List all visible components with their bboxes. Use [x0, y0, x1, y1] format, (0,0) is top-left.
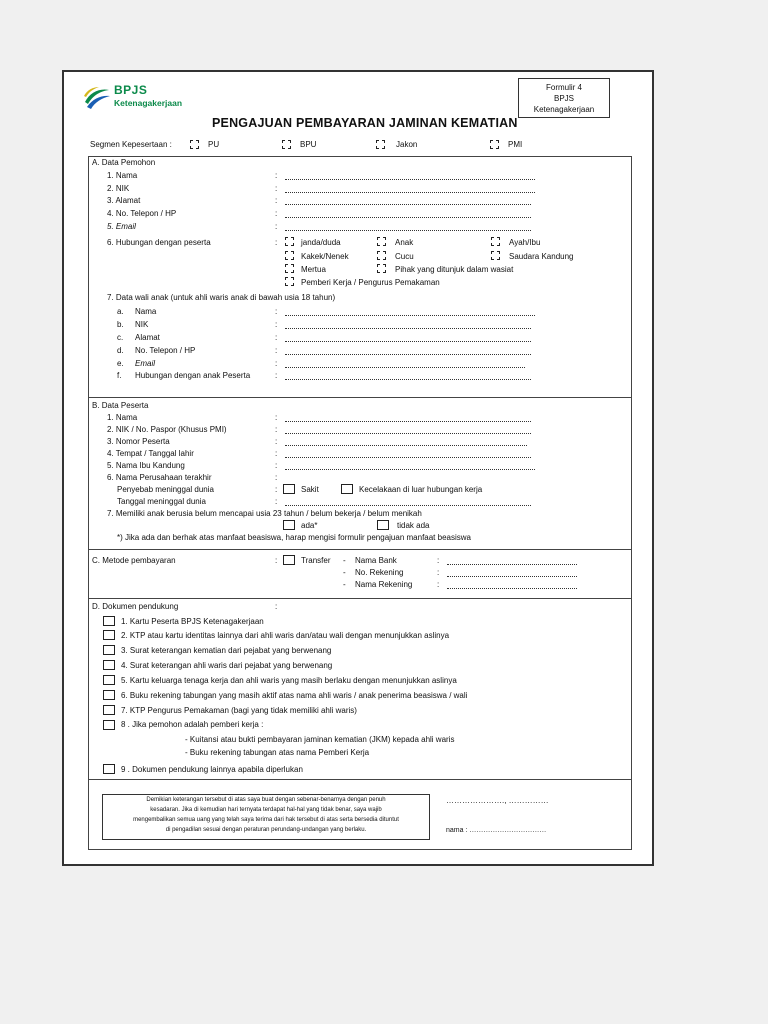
doc-item: 6. Buku rekening tabungan yang masih aktif atas nama ahli waris / anak penerima beasiswa / wali: [121, 691, 468, 700]
doc-item: 2. KTP atau kartu identitas lainnya dari ahli waris dan/atau wali dengan menunjukkan aslinya: [121, 631, 450, 640]
account-name-input[interactable]: [447, 588, 577, 589]
doc-checkbox[interactable]: [103, 616, 115, 626]
field-label: 3. Alamat: [107, 196, 141, 205]
guardian-field-label: Hubungan dengan anak Peserta: [135, 371, 251, 380]
section-a-panel: [88, 156, 632, 398]
dash: -: [343, 568, 346, 577]
colon: :: [275, 346, 278, 355]
email-input[interactable]: [285, 230, 531, 231]
relation-checkbox[interactable]: [285, 237, 294, 246]
colon: :: [275, 222, 278, 231]
nama-input[interactable]: [285, 179, 535, 180]
colon: :: [275, 196, 278, 205]
colon: :: [275, 497, 278, 506]
peserta-input[interactable]: [285, 457, 531, 458]
segmen-checkbox-jakon[interactable]: [376, 140, 385, 149]
guardian-field-label: NIK: [135, 320, 149, 329]
telepon-input[interactable]: [285, 217, 531, 218]
signature-name[interactable]: nama : ……………………………: [446, 827, 547, 834]
section-d-panel: [88, 598, 632, 780]
bank-field-label: No. Rekening: [355, 568, 404, 577]
relation-checkbox[interactable]: [285, 251, 294, 260]
field-label: 5. Nama Ibu Kandung: [107, 461, 185, 470]
scholarship-note: *) Jika ada dan berhak atas manfaat beasiswa, harap mengisi formulir pengajuan manfaat beasiswa: [117, 533, 471, 542]
relation-checkbox[interactable]: [377, 264, 386, 273]
colon: :: [275, 320, 278, 329]
peserta-input[interactable]: [285, 421, 531, 422]
section-a-title: A. Data Pemohon: [92, 158, 156, 167]
guardian-field-label: Alamat: [135, 333, 160, 342]
alamat-input[interactable]: [285, 204, 531, 205]
cause-checkbox-kecelakaan[interactable]: [341, 484, 353, 494]
field-label: 1. Nama: [107, 413, 138, 422]
doc-checkbox[interactable]: [103, 720, 115, 730]
death-date-input[interactable]: [285, 505, 531, 506]
bpjs-logo: [82, 82, 232, 114]
form-number-line: Ketenagakerjaan: [533, 105, 595, 114]
cause-label: Penyebab meninggal dunia: [117, 485, 214, 494]
guardian-input[interactable]: [285, 379, 531, 380]
doc-item: 1. Kartu Peserta BPJS Ketenagakerjaan: [121, 617, 264, 626]
bpjs-logo-mark-icon: [82, 84, 112, 112]
relation-option: Pemberi Kerja / Pengurus Pemakaman: [301, 278, 440, 287]
relation-checkbox[interactable]: [491, 237, 500, 246]
guardian-letter: c.: [117, 333, 124, 342]
children-question: 7. Memiliki anak berusia belum mencapai usia 23 tahun / belum bekerja / belum menikah: [107, 509, 422, 518]
relation-option: Ayah/Ibu: [509, 238, 541, 247]
field-label: 6. Nama Perusahaan terakhir: [107, 473, 212, 482]
guardian-letter: d.: [117, 346, 124, 355]
form-number-line: BPJS: [553, 94, 574, 103]
guardian-field-label: Email: [135, 359, 156, 368]
guardian-title: 7. Data wali anak (untuk ahli waris anak di bawah usia 18 tahun): [107, 293, 336, 302]
logo-name: BPJS: [114, 83, 148, 97]
dash: -: [343, 556, 346, 565]
cause-option: Sakit: [301, 485, 319, 494]
colon: :: [275, 449, 278, 458]
colon: :: [275, 238, 278, 247]
logo-sub: Ketenagakerjaan: [114, 98, 183, 108]
colon: :: [275, 371, 278, 380]
section-d-title: D. Dokumen pendukung: [92, 602, 179, 611]
relation-checkbox[interactable]: [377, 251, 386, 260]
guardian-input[interactable]: [285, 328, 531, 329]
transfer-label: Transfer: [301, 556, 331, 565]
dash: -: [343, 580, 346, 589]
colon: :: [275, 556, 278, 565]
page-title: PENGAJUAN PEMBAYARAN JAMINAN KEMATIAN: [212, 116, 518, 130]
colon: :: [275, 307, 278, 316]
children-checkbox-ada[interactable]: [283, 520, 295, 530]
peserta-input[interactable]: [285, 433, 531, 434]
statement-line: di pengadilan sesuai dengan peraturan perundang-undangan yang berlaku.: [165, 827, 367, 833]
relation-option: Anak: [395, 238, 414, 247]
colon: :: [275, 485, 278, 494]
relation-label: 6. Hubungan dengan peserta: [107, 238, 211, 247]
transfer-checkbox[interactable]: [283, 555, 295, 565]
doc-checkbox[interactable]: [103, 690, 115, 700]
colon: :: [437, 556, 440, 565]
section-c-title: C. Metode pembayaran: [92, 556, 176, 565]
doc-sub-item: - Buku rekening tabungan atas nama Pemberi Kerja: [185, 748, 370, 757]
relation-option: Pihak yang ditunjuk dalam wasiat: [395, 265, 514, 274]
segmen-checkbox-bpu[interactable]: [282, 140, 291, 149]
children-option: tidak ada: [397, 521, 430, 530]
relation-option: Mertua: [301, 265, 326, 274]
relation-checkbox[interactable]: [285, 264, 294, 273]
statement-line: kesadaran. Jika di kemudian hari ternyata terdapat hal-hal yang tidak benar, saya wajib: [150, 807, 382, 813]
doc-item: 5. Kartu keluarga tenaga kerja dan ahli waris yang masih berlaku dengan menunjukkan aslinya: [121, 676, 457, 685]
nik-input[interactable]: [285, 192, 535, 193]
section-c-panel: [88, 549, 632, 599]
relation-checkbox[interactable]: [285, 277, 294, 286]
bank-name-input[interactable]: [447, 564, 577, 565]
colon: :: [275, 425, 278, 434]
colon: :: [437, 568, 440, 577]
children-checkbox-tidak-ada[interactable]: [377, 520, 389, 530]
statement-line: Demikian keterangan tersebut di atas saya buat dengan sebenar-benarnya dengan penuh: [146, 797, 386, 803]
segmen-option-label: PU: [208, 140, 220, 149]
form-sheet: [62, 70, 654, 866]
field-label: 5. Email: [107, 222, 136, 231]
field-label: 4. Tempat / Tanggal lahir: [107, 449, 194, 458]
colon: :: [275, 171, 278, 180]
bank-field-label: Nama Rekening: [355, 580, 413, 589]
guardian-input[interactable]: [285, 354, 531, 355]
relation-checkbox[interactable]: [491, 251, 500, 260]
peserta-input[interactable]: [285, 445, 527, 446]
guardian-letter: b.: [117, 320, 124, 329]
doc-checkbox[interactable]: [103, 630, 115, 640]
segmen-option-label: Jakon: [396, 140, 418, 149]
relation-option: janda/duda: [301, 238, 341, 247]
colon: :: [275, 333, 278, 342]
relation-option: Kakek/Nenek: [301, 252, 349, 261]
field-label: 2. NIK: [107, 184, 130, 193]
doc-item: 3. Surat keterangan kematian dari pejabat yang berwenang: [121, 646, 332, 655]
cause-option: Kecelakaan di luar hubungan kerja: [359, 485, 483, 494]
field-label: 4. No. Telepon / HP: [107, 209, 177, 218]
colon: :: [275, 473, 278, 482]
doc-checkbox[interactable]: [103, 675, 115, 685]
segmen-checkbox-pmi[interactable]: [490, 140, 499, 149]
segmen-option-label: PMI: [508, 140, 523, 149]
doc-item: 4. Surat keterangan ahli waris dari pejabat yang berwenang: [121, 661, 333, 670]
section-b-title: B. Data Peserta: [92, 401, 149, 410]
guardian-letter: a.: [117, 307, 124, 316]
colon: :: [275, 461, 278, 470]
form-number-box: [518, 78, 610, 118]
doc-sub-item: - Kuitansi atau bukti pembayaran jaminan kematian (JKM) kepada ahli waris: [185, 735, 455, 744]
doc-checkbox[interactable]: [103, 660, 115, 670]
guardian-letter: e.: [117, 359, 124, 368]
guardian-input[interactable]: [285, 367, 525, 368]
colon: :: [275, 209, 278, 218]
doc-item: 8 . Jika pemohon adalah pemberi kerja :: [121, 720, 264, 729]
doc-checkbox[interactable]: [103, 764, 115, 774]
colon: :: [275, 602, 278, 611]
children-option: ada*: [301, 521, 318, 530]
segmen-checkbox-pu[interactable]: [190, 140, 199, 149]
doc-checkbox[interactable]: [103, 645, 115, 655]
relation-checkbox[interactable]: [377, 237, 386, 246]
doc-checkbox[interactable]: [103, 705, 115, 715]
relation-option: Cucu: [395, 252, 414, 261]
field-label: 3. Nomor Peserta: [107, 437, 170, 446]
guardian-input[interactable]: [285, 341, 531, 342]
colon: :: [275, 437, 278, 446]
peserta-input[interactable]: [285, 469, 535, 470]
field-label: 2. NIK / No. Paspor (Khusus PMI): [107, 425, 227, 434]
form-number-line: Formulir 4: [545, 83, 582, 92]
colon: :: [275, 359, 278, 368]
guardian-letter: f.: [117, 371, 122, 380]
colon: :: [275, 413, 278, 422]
statement-box: [102, 794, 430, 840]
relation-option: Saudara Kandung: [509, 252, 574, 261]
field-label: 1. Nama: [107, 171, 138, 180]
statement-line: mengembalikan semua uang yang telah saya terima dari hak tersebut di atas serta bersedia dituntut: [133, 817, 399, 823]
bank-field-label: Nama Bank: [355, 556, 397, 565]
segmen-label: Segmen Kepesertaan :: [90, 140, 172, 149]
signature-place-date[interactable]: …………………., ……………: [446, 796, 549, 805]
account-number-input[interactable]: [447, 576, 577, 577]
guardian-field-label: Nama: [135, 307, 157, 316]
date-label: Tanggal meninggal dunia: [117, 497, 206, 506]
colon: :: [275, 184, 278, 193]
cause-checkbox-sakit[interactable]: [283, 484, 295, 494]
colon: :: [437, 580, 440, 589]
doc-item: 9 . Dokumen pendukung lainnya apabila diperlukan: [121, 765, 303, 774]
segmen-option-label: BPU: [300, 140, 317, 149]
guardian-field-label: No. Telepon / HP: [135, 346, 196, 355]
guardian-input[interactable]: [285, 315, 535, 316]
doc-item: 7. KTP Pengurus Pemakaman (bagi yang tidak memiliki ahli waris): [121, 706, 357, 715]
section-b-panel: [88, 397, 632, 550]
